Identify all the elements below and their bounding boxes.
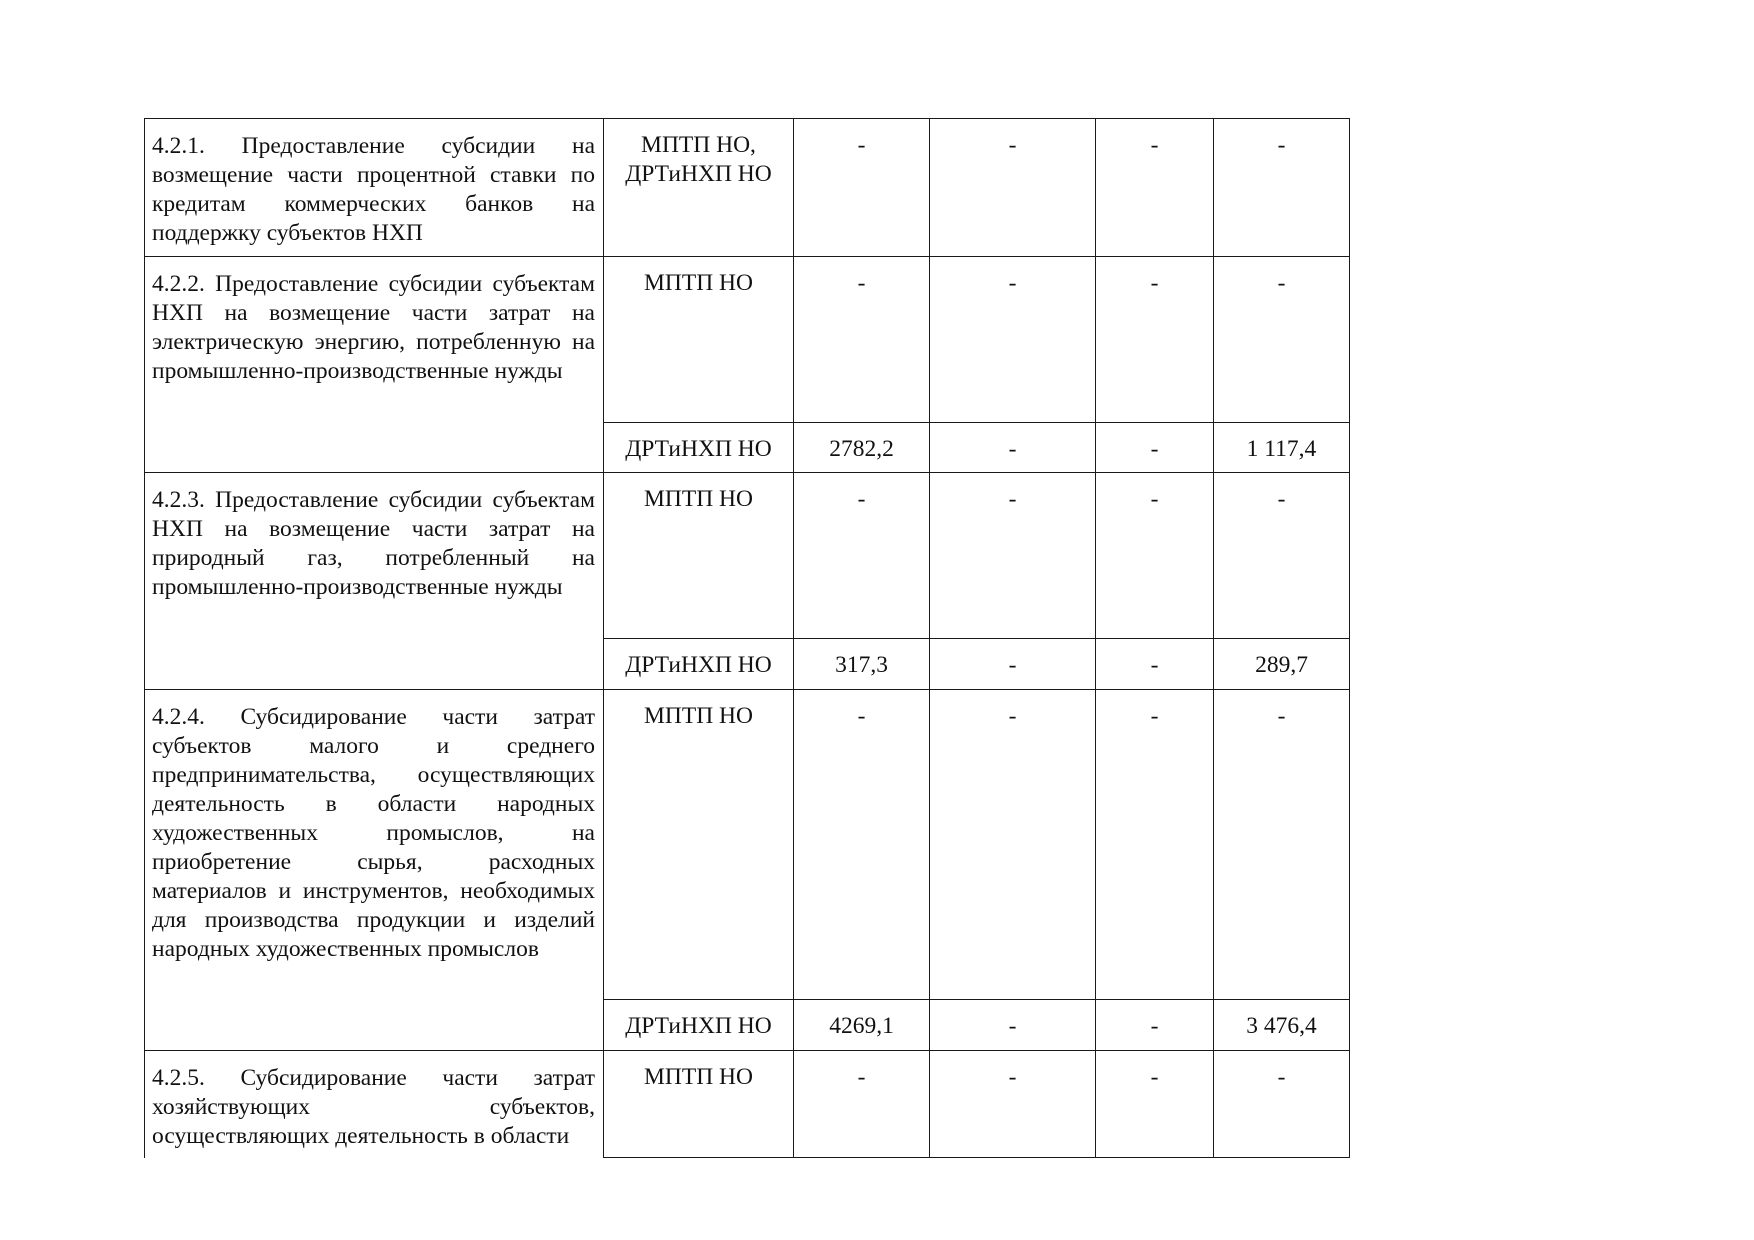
value-cell: -	[794, 690, 930, 1000]
row-description: 4.2.1. Предоставление субсидии на возмещение части процентной ставки по кредитам коммерческих банков на поддержку субъектов НХП	[145, 119, 604, 257]
value-cell: -	[1096, 423, 1214, 473]
executor-cell: ДРТиНХП НО	[604, 423, 794, 473]
value-cell: -	[794, 473, 930, 639]
value-cell: -	[930, 423, 1096, 473]
row-description: 4.2.5. Субсидирование части затрат хозяйствующих субъектов, осуществляющих деятельность в области	[145, 1051, 604, 1158]
value-cell: -	[1096, 639, 1214, 690]
executor-cell: ДРТиНХП НО	[604, 639, 794, 690]
value-cell: -	[930, 1000, 1096, 1051]
value-cell: -	[1096, 1000, 1214, 1051]
row-description: 4.2.2. Предоставление субсидии субъектам НХП на возмещение части затрат на электрическую энергию, потребленную на промышленно-производственные нужды	[145, 257, 604, 473]
value-cell: -	[930, 1051, 1096, 1158]
executor-cell: ДРТиНХП НО	[604, 1000, 794, 1051]
table-row	[145, 690, 1350, 1000]
value-cell: -	[930, 473, 1096, 639]
value-cell: -	[1214, 690, 1350, 1000]
row-description: 4.2.4. Субсидирование части затрат субъектов малого и среднего предпринимательства, осуществляющих деятельность в области народных художественных промыслов, на приобретение сырья, расходных материалов и инструментов, необходимых для производства продукции и изделий народных художественных промыслов	[145, 690, 604, 1051]
value-cell: -	[930, 639, 1096, 690]
executor-cell	[604, 119, 794, 257]
value-cell: -	[1096, 690, 1214, 1000]
value-cell: -	[794, 1051, 930, 1158]
value-cell: -	[930, 257, 1096, 423]
value-cell: -	[930, 119, 1096, 257]
value-cell: -	[1214, 473, 1350, 639]
executor-cell: МПТП НО	[604, 690, 794, 1000]
value-cell: -	[1214, 257, 1350, 423]
value-cell: -	[1096, 119, 1214, 257]
table-row	[145, 257, 1350, 423]
row-description: 4.2.3. Предоставление субсидии субъектам НХП на возмещение части затрат на природный газ, потребленный на промышленно-производственные нужды	[145, 473, 604, 690]
value-cell: 289,7	[1214, 639, 1350, 690]
value-cell: 3 476,4	[1214, 1000, 1350, 1051]
executor-cell: МПТП НО	[604, 1051, 794, 1158]
value-cell: 317,3	[794, 639, 930, 690]
value-cell: -	[1096, 473, 1214, 639]
value-cell: -	[794, 119, 930, 257]
value-cell: 4269,1	[794, 1000, 930, 1051]
value-cell: -	[1214, 1051, 1350, 1158]
value-cell: -	[1214, 119, 1350, 257]
table-row	[145, 1051, 1350, 1158]
executor-line: ДРТиНХП НО	[625, 161, 772, 187]
value-cell: -	[794, 257, 930, 423]
value-cell: -	[1096, 1051, 1214, 1158]
executor-line: МПТП НО,	[641, 132, 756, 158]
value-cell: 1 117,4	[1214, 423, 1350, 473]
value-cell: -	[1096, 257, 1214, 423]
table-row	[145, 119, 1350, 257]
value-cell: 2782,2	[794, 423, 930, 473]
table-row	[145, 473, 1350, 639]
executor-cell: МПТП НО	[604, 473, 794, 639]
executor-cell: МПТП НО	[604, 257, 794, 423]
value-cell: -	[930, 690, 1096, 1000]
budget-table	[144, 118, 1350, 1158]
